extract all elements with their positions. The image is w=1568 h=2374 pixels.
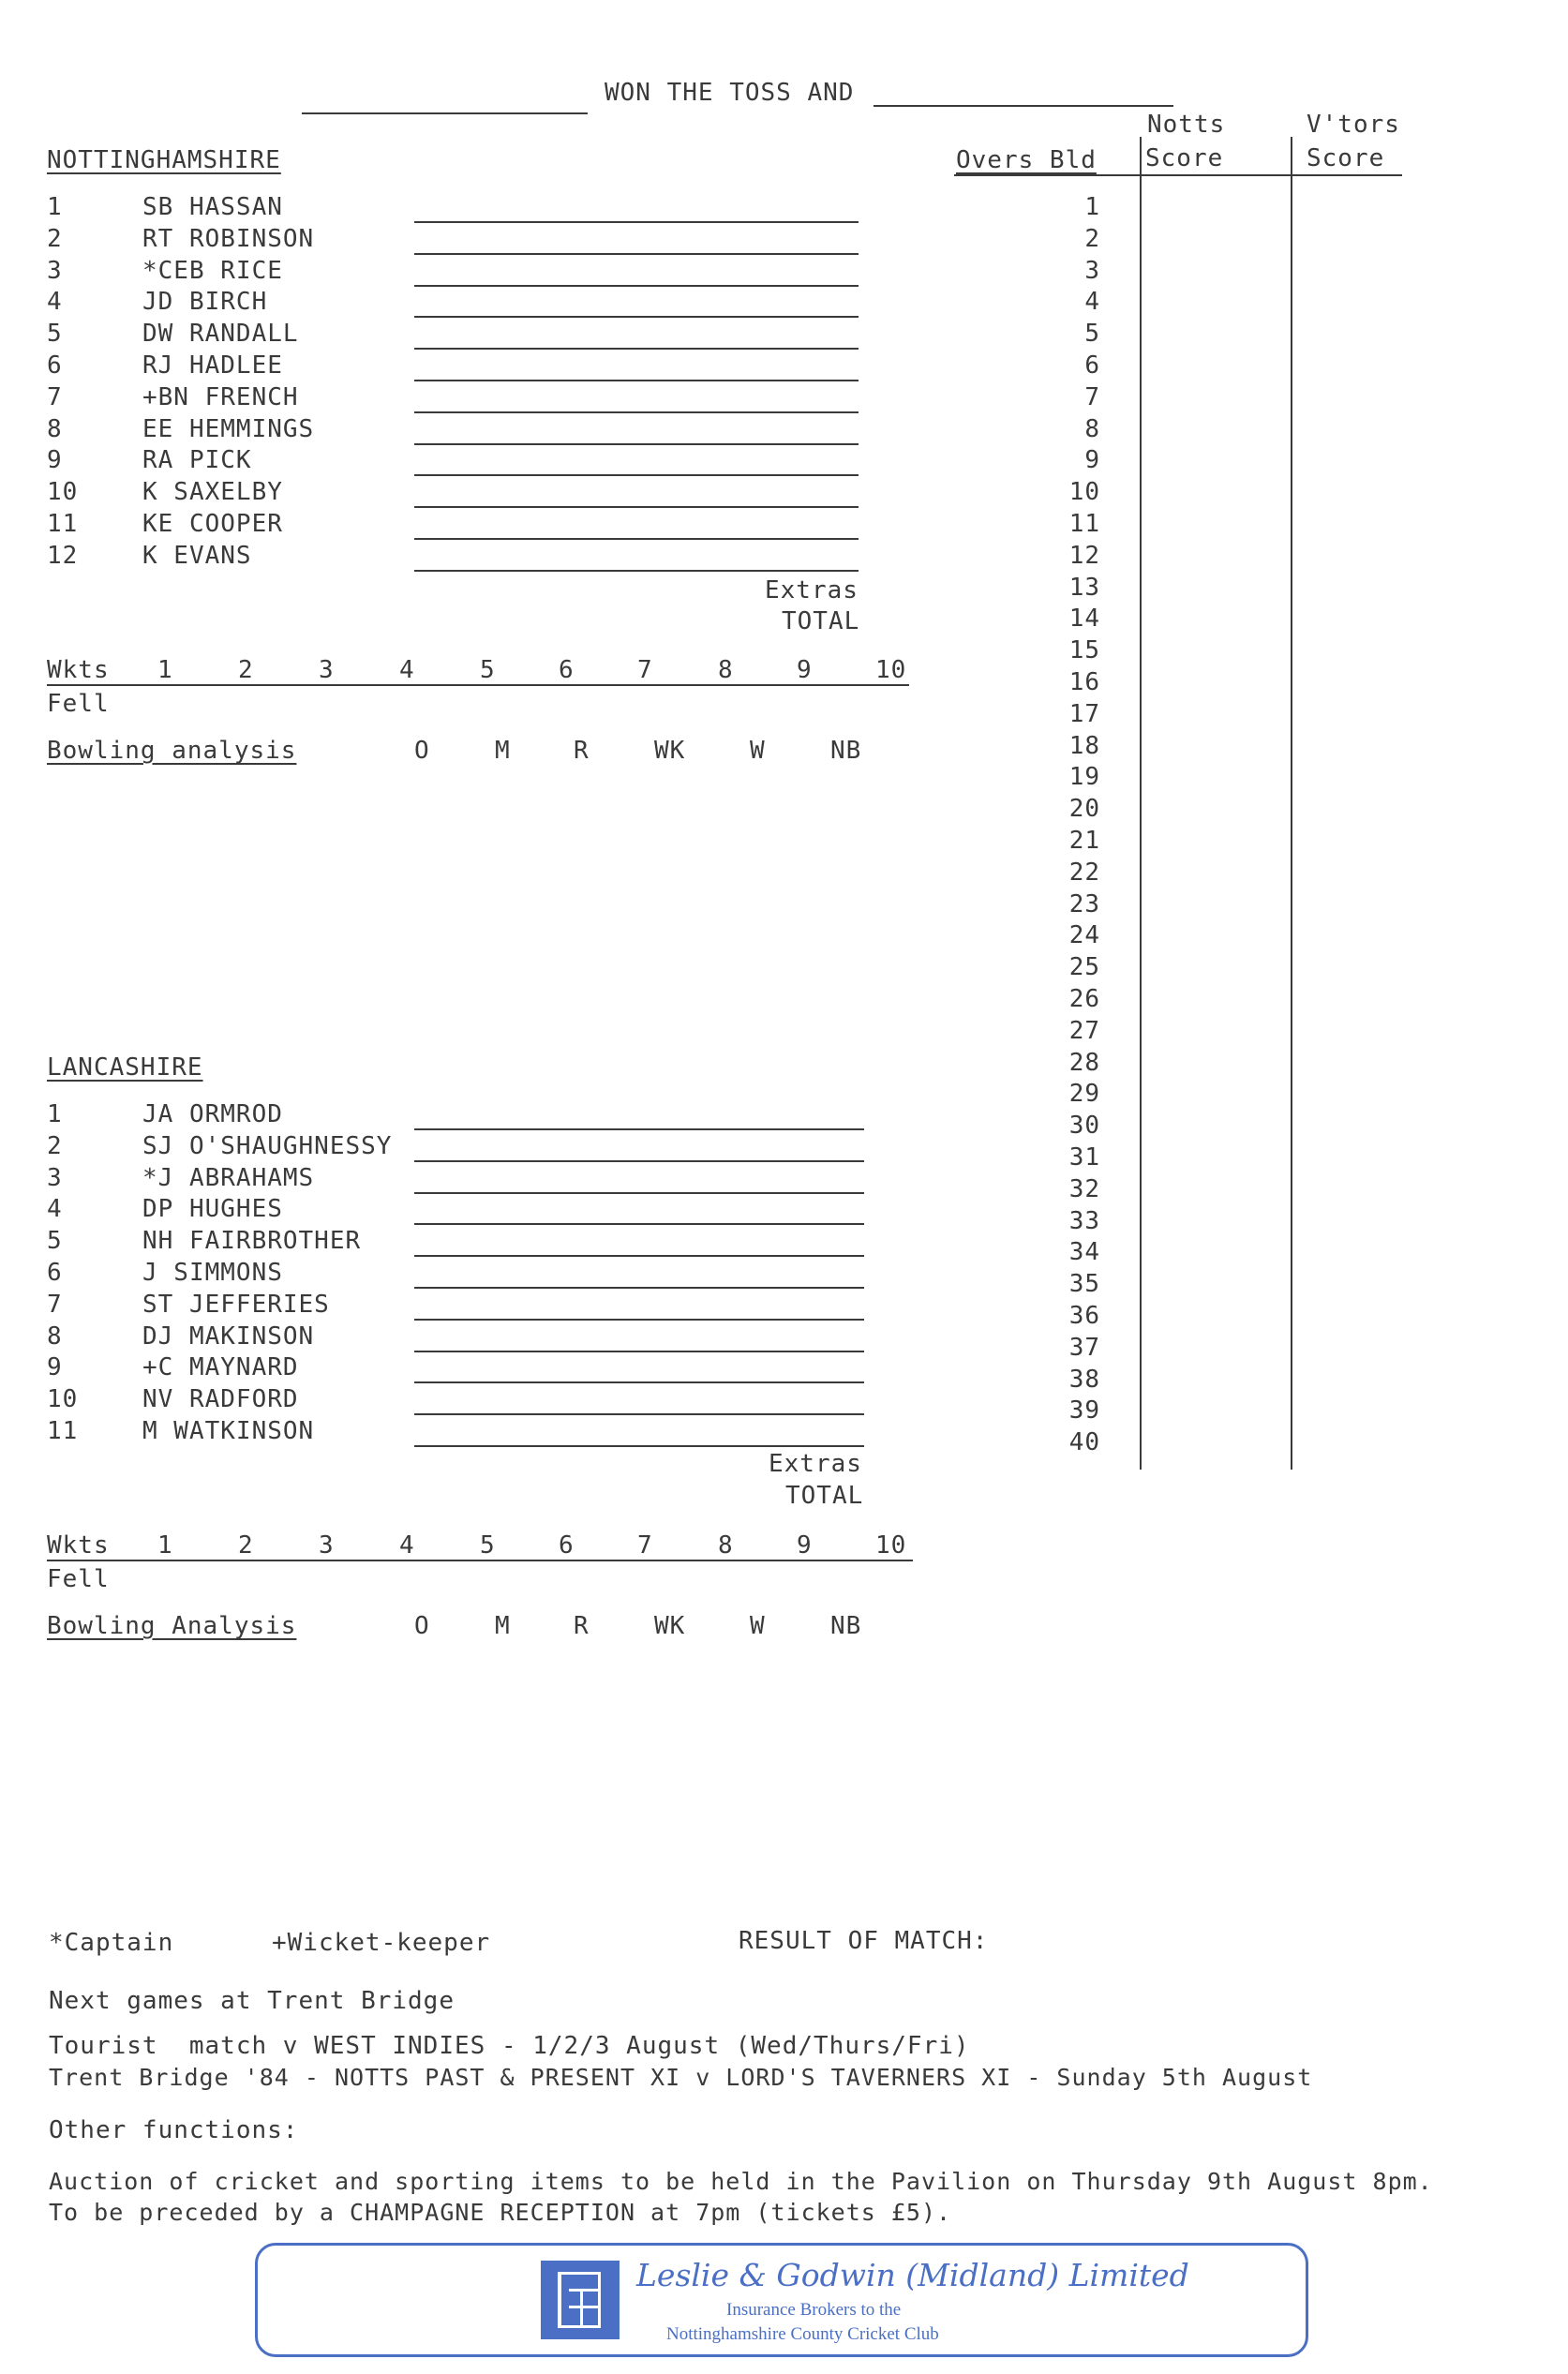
player-number: 2: [47, 1131, 63, 1160]
player-score-line[interactable]: [414, 316, 859, 318]
player-score-line[interactable]: [414, 1413, 864, 1415]
overs-number: 14: [1068, 605, 1100, 634]
team-title-lancs: LANCASHIRE: [47, 1053, 203, 1082]
overs-number: 39: [1068, 1396, 1100, 1426]
player-name: SJ O'SHAUGHNESSY: [142, 1131, 393, 1160]
score-header-rule: [954, 174, 1402, 176]
player-score-line[interactable]: [414, 506, 859, 508]
vtors-score-header-1: V'tors: [1307, 111, 1400, 139]
player-name: K SAXELBY: [142, 478, 283, 507]
notts-score-header-2: Score: [1145, 144, 1224, 172]
overs-number: 29: [1068, 1080, 1100, 1109]
sponsor-logo-icon: [541, 2261, 620, 2339]
player-name: J SIMMONS: [142, 1259, 283, 1287]
player-number: 7: [47, 1290, 63, 1319]
player-number: 6: [47, 1259, 63, 1287]
wkt-number: 5: [480, 656, 496, 684]
notts-wkts-label: Wkts: [47, 656, 110, 684]
player-score-line[interactable]: [414, 1351, 864, 1352]
lancs-fell-label: Fell: [47, 1565, 110, 1593]
player-name: RT ROBINSON: [142, 224, 315, 253]
notts-total-label: TOTAL: [782, 607, 860, 635]
bowling-col-header: NB: [830, 737, 862, 765]
sponsor-banner: [255, 2243, 1308, 2357]
wkt-number: 6: [559, 656, 575, 684]
player-score-line[interactable]: [414, 221, 859, 223]
player-number: 10: [47, 1385, 79, 1414]
overs-number: 19: [1068, 763, 1100, 792]
overs-number: 9: [1084, 446, 1100, 475]
player-score-line[interactable]: [414, 1255, 864, 1257]
overs-number: 18: [1068, 731, 1100, 760]
notts-extras-label: Extras: [765, 576, 859, 605]
player-name: RJ HADLEE: [142, 351, 283, 380]
overs-number: 37: [1068, 1333, 1100, 1362]
team-title-notts: NOTTINGHAMSHIRE: [47, 146, 281, 174]
player-score-line[interactable]: [414, 1192, 864, 1194]
toss-blank-left[interactable]: [302, 112, 588, 114]
player-score-line[interactable]: [414, 411, 859, 413]
player-number: 6: [47, 351, 63, 380]
overs-number: 16: [1068, 668, 1100, 696]
overs-number: 31: [1068, 1143, 1100, 1172]
overs-number: 5: [1084, 320, 1100, 349]
player-score-line[interactable]: [414, 348, 859, 350]
overs-number: 35: [1068, 1270, 1100, 1299]
wkt-number: 2: [238, 1531, 254, 1560]
player-score-line[interactable]: [414, 570, 859, 572]
sponsor-line-2: Nottinghamshire County Cricket Club: [666, 2324, 939, 2344]
bowling-col-header: R: [574, 1612, 590, 1640]
player-name: DJ MAKINSON: [142, 1321, 315, 1351]
overs-number: 32: [1068, 1174, 1100, 1203]
player-number: 11: [47, 1417, 79, 1445]
overs-number: 20: [1068, 795, 1100, 824]
player-score-line[interactable]: [414, 1160, 864, 1162]
player-score-line[interactable]: [414, 1319, 864, 1321]
player-name: JD BIRCH: [142, 288, 268, 317]
overs-number: 3: [1084, 256, 1100, 285]
player-number: 5: [47, 1227, 63, 1256]
player-name: DW RANDALL: [142, 320, 299, 349]
wkt-number: 5: [480, 1531, 496, 1560]
overs-number: 36: [1068, 1302, 1100, 1330]
bowling-col-header: R: [574, 737, 590, 765]
overs-number: 10: [1068, 478, 1100, 507]
overs-number: 25: [1068, 953, 1100, 982]
overs-number: 8: [1084, 414, 1100, 443]
player-name: NH FAIRBROTHER: [142, 1227, 362, 1256]
player-name: K EVANS: [142, 541, 252, 570]
bowling-col-header: WK: [654, 737, 686, 765]
wkt-number: 4: [399, 1531, 415, 1560]
overs-number: 21: [1068, 827, 1100, 855]
player-score-line[interactable]: [414, 380, 859, 381]
wkt-number: 3: [319, 1531, 335, 1560]
auction-line: Auction of cricket and sporting items to be held in the Pavilion on Thursday 9th August 8pm.: [49, 2168, 1433, 2195]
reception-line: To be preceded by a CHAMPAGNE RECEPTION at 7pm (tickets £5).: [49, 2199, 952, 2226]
player-number: 5: [47, 320, 63, 349]
overs-number: 22: [1068, 858, 1100, 887]
player-number: 7: [47, 382, 63, 411]
wkt-number: 3: [319, 656, 335, 684]
result-of-match-label: RESULT OF MATCH:: [739, 1927, 989, 1955]
bowling-col-header: O: [414, 737, 430, 765]
other-functions-heading: Other functions:: [49, 2116, 299, 2144]
bowling-col-header: M: [495, 1612, 511, 1640]
bowling-col-header: WK: [654, 1612, 686, 1640]
lancs-bowling-title: Bowling Analysis: [47, 1612, 297, 1640]
keeper-key: +Wicket-keeper: [272, 1929, 491, 1957]
player-name: ST JEFFERIES: [142, 1290, 330, 1319]
player-name: RA PICK: [142, 446, 252, 475]
notts-bowling-title: Bowling analysis: [47, 737, 297, 765]
overs-number: 38: [1068, 1365, 1100, 1394]
overs-number: 40: [1068, 1428, 1100, 1457]
overs-number: 24: [1068, 921, 1100, 950]
player-number: 9: [47, 446, 63, 475]
vtors-score-column-rule: [1291, 137, 1292, 1470]
player-number: 8: [47, 1321, 63, 1351]
player-name: +C MAYNARD: [142, 1353, 299, 1382]
overs-number: 13: [1068, 573, 1100, 602]
wkt-number: 7: [637, 1531, 653, 1560]
player-name: +BN FRENCH: [142, 382, 299, 411]
overs-number: 12: [1068, 541, 1100, 570]
overs-number: 28: [1068, 1048, 1100, 1077]
bowling-col-header: M: [495, 737, 511, 765]
tourist-match-line: Tourist match v WEST INDIES - 1/2/3 August (Wed/Thurs/Fri): [49, 2032, 970, 2060]
overs-number: 15: [1068, 636, 1100, 665]
overs-number: 1: [1084, 193, 1100, 221]
wkt-number: 8: [718, 1531, 734, 1560]
player-name: DP HUGHES: [142, 1195, 283, 1224]
notts-score-column-rule: [1140, 137, 1142, 1470]
player-score-line[interactable]: [414, 1445, 864, 1447]
overs-number: 34: [1068, 1238, 1100, 1267]
lancs-total-label: TOTAL: [785, 1482, 864, 1510]
player-score-line[interactable]: [414, 474, 859, 476]
overs-number: 30: [1068, 1112, 1100, 1141]
player-score-line[interactable]: [414, 1287, 864, 1289]
overs-number: 17: [1068, 699, 1100, 728]
wkt-number: 9: [797, 1531, 813, 1560]
sponsor-name: Leslie & Godwin (Midland) Limited: [636, 2257, 1189, 2293]
overs-number: 23: [1068, 889, 1100, 918]
player-number: 11: [47, 510, 79, 538]
player-name: *J ABRAHAMS: [142, 1163, 315, 1192]
wkt-number: 6: [559, 1531, 575, 1560]
player-number: 3: [47, 1163, 63, 1192]
player-number: 9: [47, 1353, 63, 1382]
player-number: 1: [47, 193, 63, 221]
player-score-line[interactable]: [414, 285, 859, 287]
sponsor-line-1: Insurance Brokers to the: [726, 2300, 902, 2320]
overs-number: 4: [1084, 288, 1100, 317]
player-score-line[interactable]: [414, 1381, 864, 1383]
player-name: KE COOPER: [142, 510, 283, 538]
player-name: NV RADFORD: [142, 1385, 299, 1414]
lancs-wkts-rule: [47, 1560, 913, 1561]
wkt-number: 1: [157, 1531, 173, 1560]
lancs-extras-label: Extras: [769, 1450, 862, 1478]
player-number: 4: [47, 1195, 63, 1224]
overs-bld-header: Overs Bld: [956, 146, 1097, 174]
player-name: EE HEMMINGS: [142, 414, 315, 443]
bowling-col-header: W: [750, 737, 766, 765]
player-number: 3: [47, 256, 63, 285]
overs-number: 27: [1068, 1016, 1100, 1045]
overs-number: 6: [1084, 351, 1100, 380]
player-name: JA ORMROD: [142, 1100, 283, 1128]
wkt-number: 9: [797, 656, 813, 684]
overs-number: 7: [1084, 382, 1100, 411]
wkt-number: 8: [718, 656, 734, 684]
wkt-number: 1: [157, 656, 173, 684]
player-score-line[interactable]: [414, 538, 859, 540]
overs-number: 2: [1084, 224, 1100, 253]
player-name: *CEB RICE: [142, 256, 283, 285]
player-number: 2: [47, 224, 63, 253]
bowling-col-header: O: [414, 1612, 430, 1640]
toss-label: WON THE TOSS AND: [605, 79, 855, 107]
overs-number: 26: [1068, 985, 1100, 1013]
wkt-number: 10: [875, 1531, 907, 1560]
wkt-number: 7: [637, 656, 653, 684]
bowling-col-header: W: [750, 1612, 766, 1640]
captain-key: *Captain: [49, 1929, 174, 1957]
notts-fell-label: Fell: [47, 690, 110, 718]
player-number: 4: [47, 288, 63, 317]
player-number: 12: [47, 541, 79, 570]
player-score-line[interactable]: [414, 1223, 864, 1225]
overs-number: 33: [1068, 1206, 1100, 1235]
player-name: SB HASSAN: [142, 193, 283, 221]
toss-blank-right[interactable]: [874, 105, 1173, 107]
next-games-heading: Next games at Trent Bridge: [49, 1987, 455, 2015]
overs-number: 11: [1068, 510, 1100, 538]
wkt-number: 2: [238, 656, 254, 684]
player-name: M WATKINSON: [142, 1417, 315, 1445]
player-score-line[interactable]: [414, 253, 859, 255]
player-number: 1: [47, 1100, 63, 1128]
notts-score-header-1: Notts: [1147, 111, 1226, 139]
player-number: 8: [47, 414, 63, 443]
trent-bridge-84-line: Trent Bridge '84 - NOTTS PAST & PRESENT XI v LORD'S TAVERNERS XI - Sunday 5th August: [49, 2064, 1313, 2091]
vtors-score-header-2: Score: [1307, 144, 1385, 172]
player-number: 10: [47, 478, 79, 507]
lancs-wkts-label: Wkts: [47, 1531, 110, 1560]
wkt-number: 10: [875, 656, 907, 684]
player-score-line[interactable]: [414, 443, 859, 445]
wkt-number: 4: [399, 656, 415, 684]
bowling-col-header: NB: [830, 1612, 862, 1640]
notts-wkts-rule: [47, 684, 909, 686]
player-score-line[interactable]: [414, 1128, 864, 1130]
